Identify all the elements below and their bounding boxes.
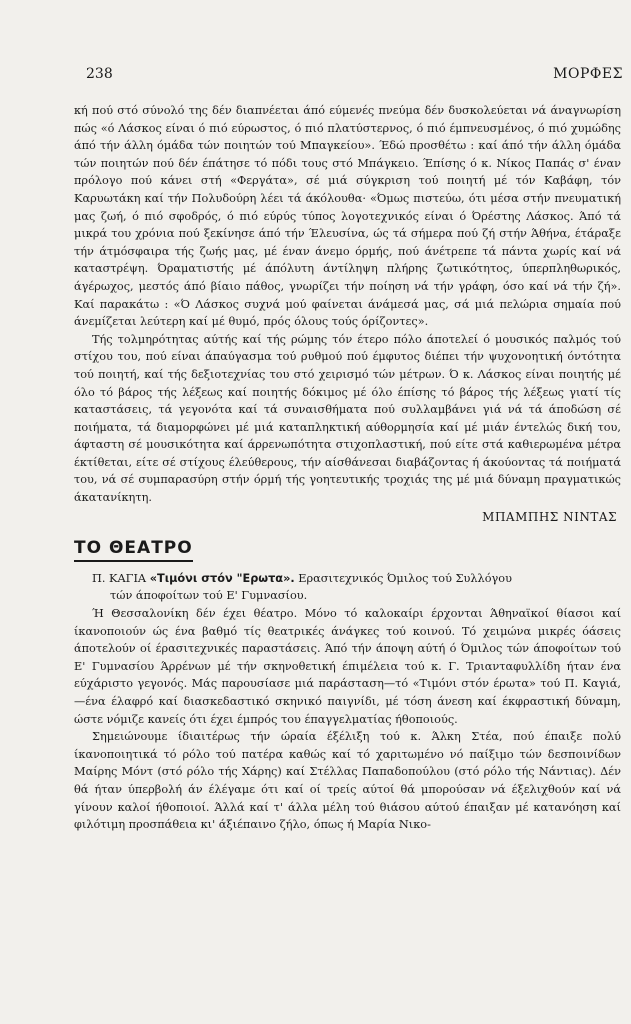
review-header: [74, 570, 621, 605]
theatre-paragraph: Ή Θεσσαλονίκη δέν έχει θέατρο. Μόνο τό καλοκαίρι έρχονται Άθηναϊκοί θίασοι καί ίκανοποιούν ώς ένα βαθμό τίς θεατρικές άνάγκες τού κοινού. Τό χειμώνα μικρές όάσεις άποτελούν οί έρασιτεχνικές παραστάσεις. Άπό τήν άποψη αύτή ό Όμιλος τών άποφοίτων τού Ε' Γυμνασίου Άρρένων μέ τήν σκηνοθετική έπιμέλεια τού κ. Γ. Τριανταφυλλίδη ήταν ένα εύχάριστο γεγονός. Μάς παρουσίασε μιά παράσταση—τό «Τιμόνι στόν έρωτα» τού Π. Καγιά,—ένα έλαφρό καί διασκεδαστικό σκηνικό παιγνίδι, μέ τόση άνεση καί έκφραστική δύναμη, ώστε νόμιζε κανείς ότι έχει έμπρός του έπαγγελματίας ήθοποιούς.: [74, 607, 621, 726]
section-heading-theatre: ΤΟ ΘΕΑΤΡΟ: [74, 540, 193, 562]
article-paragraph: κή πού στό σύνολό της δέν διαπνέεται άπό εύμενές πνεύμα δέν δυσκολεύεται νά άναγνωρίση πώς «ό Λάσκος είναι ό πιό εύρωστος, ό πιό πλατύστερνος, ό πιό έμπνευσμένος, ό πιό χυμώδης άπό τήν άλλη όμάδα τών ποιητών τού Μπαγκείου». Έδώ προσθέτω : καί άπό τήν άλλη όμάδα τών ποιητών πού δέν έπάτησε τό πόδι τους στό Μπάγκειο. Έπίσης ό κ. Νίκος Παπάς σ' έναν πρόλογο πού κάνει στή «Φεργάτα», σέ μιά σύγκριση τού ποιητή μέ τόν Καβάφη, τόν Καρυωτάκη καί τήν Πολυδούρη λέει τά άκόλουθα· «Όμως πιστεύω, ότι μέσα στήν πνευματική μας ζωή, ό πιό σφοδρός, ό πιό εύρύς τύπος λογοτεχνικός είναι ό Όρέστης Λάσκος. Άπό τά μικρά του χρόνια πού ξεκίνησε άπό τήν Έλευσίνα, ώς τά σήμερα πού ζή στήν Άθήνα, έτάραξε τήν άτμόσφαιρα τής ζωής μας, μέ έναν άνεμο όρμής, πού άνέτρεπε τά πάντα χωρίς καί νά καταστρέψη. Όραματιστής μέ άπόλυτη άντίληψη πλήρης ζωτικότητος, ύπερπληθωρικός, άγέρωχος, μεστός άπό βίαιο πάθος, γνωρίζει τήν ποίηση νά τήν γράφη, όσο καί νά τήν ζή». Καί παρακάτω : «Ό Λάσκος συχνά μού φαίνεται άνάμεσά μας, σά μιά πελώρια σημαία πού άνεμίζεται λεύτερη καί μέ θυμό, πρός όλους τούς όρίζοντες».: [74, 104, 621, 329]
page-body: [74, 102, 621, 834]
theatre-paragraph: Σημειώνουμε ίδιαιτέρως τήν ώραία έξέλιξη τού κ. Άλκη Στέα, πού έπαιξε πολύ ίκανοποιητικά τό ρόλο τού πατέρα καθώς καί τό χαριτωμένο νό παίξιμο τών δεσποινίδων Μαίρης Μόντ (στό ρόλο τής Χάρης) καί Στέλλας Παπαδοπούλου (στό ρόλο τής Νάντιας). Δέν θά ήταν ύπερβολή άν έλέγαμε ότι καί οί τρείς αύτοί θά μπορούσαν νά έξελιχθούν καί νά γίνουν καλοί ήθοποιοί. Άλλά καί τ' άλλα μέλη τού θιάσου αύτού έπαιξαν μέ κατανόηση καί φιλότιμη προσπάθεια κι' άξιέπαινο ζήλο, όπως ή Μαρία Νικο-: [74, 730, 621, 832]
review-author: Π. ΚΑΓΙΑ: [92, 571, 147, 585]
running-head: ΜΟΡΦΕΣ: [553, 66, 623, 82]
review-group-line-1: Ερασιτεχνικός Όμιλος τού Συλλόγου: [298, 571, 512, 585]
page-header: [86, 66, 623, 88]
article-paragraph: Τής τολμηρότητας αύτής καί τής ρώμης τόν έτερο πόλο άποτελεί ό μουσικός παλμός τού στίχου του, πού είναι άπαύγασμα τού ρυθμού πού έμφυτος διέπει τήν ψυχονοητική όντότητα τού ποιητή, καί τής δεξιοτεχνίας του στό χειρισμό τών μέτρων. Ό κ. Λάσκος είναι ποιητής μέ όλο τό βάρος τής λέξεως καί ποιητής δόκιμος μέ όλο έπίσης τό βάρος τής λέξεως γιατί τίς καταστάσεις, τά γεγονότα καί τά συναισθήματα πού συλλαμβάνει γιά νά τά άποδώση σέ ποιήματα, τά διαμορφώνει μέ μιά καταπληκτική αύθορμησία καί μέ μιάν έντελώς δική του, άφταστη σέ μουσικότητα καί άρρενωπότητα στιχοπλαστική, πού είτε στά καθιερωμένα μέτρα έκτίθεται, είτε σέ στίχους έλεύθερους, τήν αίσθάνεσαι διαβάζοντας ή άκούοντας τά ποιήματά του, νά σέ συμπαρασύρη στήν όρμή τής γοητευτικής τροχιάς της μέ μιά δύναμη πραγματικώς άκατανίκητη.: [74, 332, 621, 505]
review-group-line-2: τών άποφοίτων τού Ε' Γυμνασίου.: [110, 589, 308, 603]
play-title: «Τιμόνι στόν "Ερωτα».: [149, 571, 295, 585]
article-signature: ΜΠΑΜΠΗΣ ΝΙΝΤΑΣ: [482, 509, 617, 524]
page-number: 238: [86, 66, 113, 82]
